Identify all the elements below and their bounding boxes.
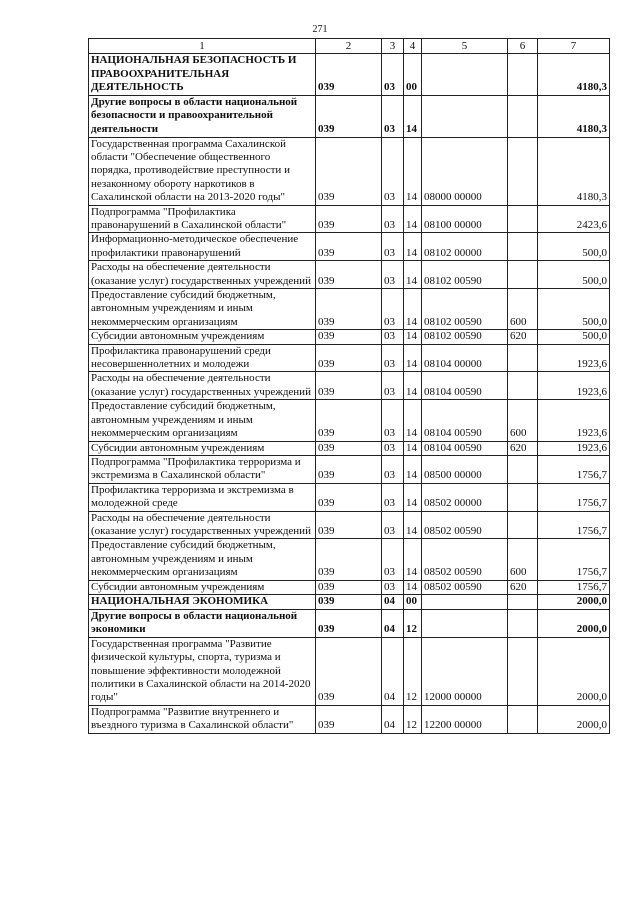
- table-row: [89, 95, 610, 137]
- row-subsection-cell: 14: [404, 233, 422, 261]
- row-subsection-cell: 14: [404, 137, 422, 205]
- row-name-cell: Другие вопросы в области национальной безопасности и правоохранительной деятельности: [89, 95, 316, 137]
- row-subsection-cell: 14: [404, 580, 422, 594]
- row-target-article-cell: 12000 00000: [422, 637, 508, 705]
- row-target-article-cell: 08104 00590: [422, 441, 508, 455]
- row-subsection-cell: 12: [404, 609, 422, 637]
- row-section-cell: 03: [382, 372, 404, 400]
- row-expense-type-cell: [508, 233, 538, 261]
- row-target-article-cell: [422, 594, 508, 609]
- row-target-article-cell: 08102 00590: [422, 289, 508, 330]
- row-expense-type-cell: 620: [508, 441, 538, 455]
- row-subsection-cell: 14: [404, 330, 422, 344]
- row-amount-cell: 2000,0: [538, 637, 610, 705]
- row-subsection-cell: 14: [404, 400, 422, 441]
- header-cell: 2: [316, 39, 382, 54]
- row-amount-cell: 500,0: [538, 289, 610, 330]
- row-section-cell: 03: [382, 483, 404, 511]
- row-target-article-cell: 08104 00590: [422, 400, 508, 441]
- row-expense-type-cell: [508, 483, 538, 511]
- row-section-cell: 04: [382, 637, 404, 705]
- row-name-cell: Предоставление субсидий бюджетным, автономным учреждениям и иным некоммерческим организациям: [89, 539, 316, 580]
- row-target-article-cell: 08102 00590: [422, 330, 508, 344]
- row-subsection-cell: 00: [404, 54, 422, 96]
- row-name-cell: Предоставление субсидий бюджетным, автономным учреждениям и иным некоммерческим организациям: [89, 289, 316, 330]
- table-row: [89, 609, 610, 637]
- row-subsection-cell: 14: [404, 483, 422, 511]
- row-name-cell: Государственная программа "Развитие физической культуры, спорта, туризма и повышение эффективности молодежной политики в Сахалинской области на 2014-2020 годы": [89, 637, 316, 705]
- row-admin-code-cell: 039: [316, 539, 382, 580]
- row-amount-cell: 1923,6: [538, 372, 610, 400]
- row-amount-cell: 2423,6: [538, 205, 610, 233]
- row-expense-type-cell: 620: [508, 330, 538, 344]
- row-amount-cell: 2000,0: [538, 609, 610, 637]
- row-admin-code-cell: 039: [316, 344, 382, 372]
- row-admin-code-cell: 039: [316, 580, 382, 594]
- row-name-cell: Государственная программа Сахалинской области "Обеспечение общественного порядка, противодействие преступности и незаконному обороту наркотиков в Сахалинской области на 2013-2020 годы": [89, 137, 316, 205]
- row-amount-cell: 4180,3: [538, 95, 610, 137]
- table-row: [89, 344, 610, 372]
- header-cell: 3: [382, 39, 404, 54]
- table-row: [89, 441, 610, 455]
- row-name-cell: Субсидии автономным учреждениям: [89, 330, 316, 344]
- row-name-cell: Подпрограмма "Профилактика правонарушений в Сахалинской области": [89, 205, 316, 233]
- row-name-cell: Другие вопросы в области национальной экономики: [89, 609, 316, 637]
- row-name-cell: Субсидии автономным учреждениям: [89, 580, 316, 594]
- table-row: [89, 483, 610, 511]
- row-amount-cell: 1756,7: [538, 455, 610, 483]
- row-subsection-cell: 12: [404, 705, 422, 733]
- row-target-article-cell: 12200 00000: [422, 705, 508, 733]
- row-expense-type-cell: [508, 455, 538, 483]
- row-section-cell: 03: [382, 330, 404, 344]
- table-row: [89, 455, 610, 483]
- row-expense-type-cell: [508, 637, 538, 705]
- table-row: [89, 233, 610, 261]
- table-row: [89, 637, 610, 705]
- row-section-cell: 04: [382, 705, 404, 733]
- row-subsection-cell: 00: [404, 594, 422, 609]
- row-amount-cell: 500,0: [538, 330, 610, 344]
- row-expense-type-cell: [508, 705, 538, 733]
- row-target-article-cell: [422, 95, 508, 137]
- row-expense-type-cell: [508, 372, 538, 400]
- row-amount-cell: 1923,6: [538, 400, 610, 441]
- row-subsection-cell: 14: [404, 205, 422, 233]
- row-section-cell: 03: [382, 205, 404, 233]
- row-target-article-cell: [422, 54, 508, 96]
- table-row: [89, 54, 610, 96]
- row-expense-type-cell: [508, 137, 538, 205]
- row-subsection-cell: 14: [404, 441, 422, 455]
- row-target-article-cell: 08500 00000: [422, 455, 508, 483]
- table-row: [89, 594, 610, 609]
- header-cell: 6: [508, 39, 538, 54]
- row-expense-type-cell: [508, 205, 538, 233]
- row-target-article-cell: 08502 00590: [422, 511, 508, 539]
- row-name-cell: Расходы на обеспечение деятельности (оказание услуг) государственных учреждений: [89, 261, 316, 289]
- row-amount-cell: 1923,6: [538, 344, 610, 372]
- row-subsection-cell: 14: [404, 344, 422, 372]
- row-subsection-cell: 14: [404, 455, 422, 483]
- row-amount-cell: 1756,7: [538, 483, 610, 511]
- row-admin-code-cell: 039: [316, 261, 382, 289]
- row-target-article-cell: 08100 00000: [422, 205, 508, 233]
- row-name-cell: Профилактика правонарушений среди несовершеннолетних и молодежи: [89, 344, 316, 372]
- row-amount-cell: 4180,3: [538, 54, 610, 96]
- row-admin-code-cell: 039: [316, 400, 382, 441]
- budget-table: [88, 38, 610, 734]
- row-admin-code-cell: 039: [316, 205, 382, 233]
- row-amount-cell: 2000,0: [538, 594, 610, 609]
- row-section-cell: 03: [382, 54, 404, 96]
- row-name-cell: Подпрограмма "Профилактика терроризма и экстремизма в Сахалинской области": [89, 455, 316, 483]
- row-expense-type-cell: [508, 609, 538, 637]
- row-target-article-cell: 08502 00000: [422, 483, 508, 511]
- row-section-cell: 03: [382, 441, 404, 455]
- header-cell: 1: [89, 39, 316, 54]
- header-cell: 5: [422, 39, 508, 54]
- row-target-article-cell: 08104 00590: [422, 372, 508, 400]
- row-admin-code-cell: 039: [316, 54, 382, 96]
- row-target-article-cell: 08102 00000: [422, 233, 508, 261]
- row-amount-cell: 4180,3: [538, 137, 610, 205]
- table-row: [89, 705, 610, 733]
- row-admin-code-cell: 039: [316, 441, 382, 455]
- row-section-cell: 03: [382, 511, 404, 539]
- row-expense-type-cell: [508, 261, 538, 289]
- table-row: [89, 400, 610, 441]
- row-admin-code-cell: 039: [316, 289, 382, 330]
- row-amount-cell: 1756,7: [538, 580, 610, 594]
- row-amount-cell: 1923,6: [538, 441, 610, 455]
- row-amount-cell: 1756,7: [538, 511, 610, 539]
- table-row: [89, 137, 610, 205]
- row-admin-code-cell: 039: [316, 372, 382, 400]
- row-section-cell: 04: [382, 594, 404, 609]
- row-section-cell: 03: [382, 137, 404, 205]
- row-admin-code-cell: 039: [316, 511, 382, 539]
- row-subsection-cell: 14: [404, 289, 422, 330]
- row-admin-code-cell: 039: [316, 455, 382, 483]
- row-subsection-cell: 12: [404, 637, 422, 705]
- row-expense-type-cell: [508, 594, 538, 609]
- row-section-cell: 03: [382, 289, 404, 330]
- row-section-cell: 03: [382, 233, 404, 261]
- row-expense-type-cell: 600: [508, 289, 538, 330]
- row-expense-type-cell: [508, 511, 538, 539]
- row-target-article-cell: 08102 00590: [422, 261, 508, 289]
- row-subsection-cell: 14: [404, 539, 422, 580]
- row-target-article-cell: 08104 00000: [422, 344, 508, 372]
- row-target-article-cell: 08502 00590: [422, 539, 508, 580]
- row-target-article-cell: 08000 00000: [422, 137, 508, 205]
- row-name-cell: НАЦИОНАЛЬНАЯ БЕЗОПАСНОСТЬ И ПРАВООХРАНИТЕЛЬНАЯ ДЕЯТЕЛЬНОСТЬ: [89, 54, 316, 96]
- row-section-cell: 03: [382, 580, 404, 594]
- row-expense-type-cell: 600: [508, 400, 538, 441]
- row-expense-type-cell: 620: [508, 580, 538, 594]
- row-section-cell: 03: [382, 344, 404, 372]
- row-expense-type-cell: [508, 344, 538, 372]
- row-name-cell: Расходы на обеспечение деятельности (оказание услуг) государственных учреждений: [89, 372, 316, 400]
- row-admin-code-cell: 039: [316, 609, 382, 637]
- row-section-cell: 03: [382, 261, 404, 289]
- row-admin-code-cell: 039: [316, 483, 382, 511]
- row-section-cell: 03: [382, 455, 404, 483]
- table-row: [89, 511, 610, 539]
- row-expense-type-cell: 600: [508, 539, 538, 580]
- row-name-cell: Профилактика терроризма и экстремизма в молодежной среде: [89, 483, 316, 511]
- row-section-cell: 03: [382, 400, 404, 441]
- row-section-cell: 03: [382, 539, 404, 580]
- row-admin-code-cell: 039: [316, 637, 382, 705]
- row-expense-type-cell: [508, 95, 538, 137]
- table-row: [89, 372, 610, 400]
- row-amount-cell: 2000,0: [538, 705, 610, 733]
- row-admin-code-cell: 039: [316, 594, 382, 609]
- row-subsection-cell: 14: [404, 511, 422, 539]
- row-amount-cell: 500,0: [538, 261, 610, 289]
- row-amount-cell: 1756,7: [538, 539, 610, 580]
- row-section-cell: 04: [382, 609, 404, 637]
- row-section-cell: 03: [382, 95, 404, 137]
- row-target-article-cell: [422, 609, 508, 637]
- row-name-cell: Субсидии автономным учреждениям: [89, 441, 316, 455]
- table-row: [89, 205, 610, 233]
- row-name-cell: Предоставление субсидий бюджетным, автономным учреждениям и иным некоммерческим организациям: [89, 400, 316, 441]
- row-admin-code-cell: 039: [316, 330, 382, 344]
- row-subsection-cell: 14: [404, 95, 422, 137]
- row-admin-code-cell: 039: [316, 95, 382, 137]
- row-subsection-cell: 14: [404, 261, 422, 289]
- table-row: [89, 330, 610, 344]
- row-admin-code-cell: 039: [316, 705, 382, 733]
- row-name-cell: Подпрограмма "Развитие внутреннего и въездного туризма в Сахалинской области": [89, 705, 316, 733]
- row-amount-cell: 500,0: [538, 233, 610, 261]
- row-name-cell: НАЦИОНАЛЬНАЯ ЭКОНОМИКА: [89, 594, 316, 609]
- row-admin-code-cell: 039: [316, 233, 382, 261]
- table-row: [89, 580, 610, 594]
- row-subsection-cell: 14: [404, 372, 422, 400]
- row-target-article-cell: 08502 00590: [422, 580, 508, 594]
- header-cell: 7: [538, 39, 610, 54]
- row-name-cell: Расходы на обеспечение деятельности (оказание услуг) государственных учреждений: [89, 511, 316, 539]
- page-number: 271: [312, 24, 328, 35]
- table-row: [89, 261, 610, 289]
- table-row: [89, 539, 610, 580]
- row-name-cell: Информационно-методическое обеспечение профилактики правонарушений: [89, 233, 316, 261]
- row-admin-code-cell: 039: [316, 137, 382, 205]
- table-row: [89, 289, 610, 330]
- header-cell: 4: [404, 39, 422, 54]
- row-expense-type-cell: [508, 54, 538, 96]
- header-row: [89, 39, 610, 54]
